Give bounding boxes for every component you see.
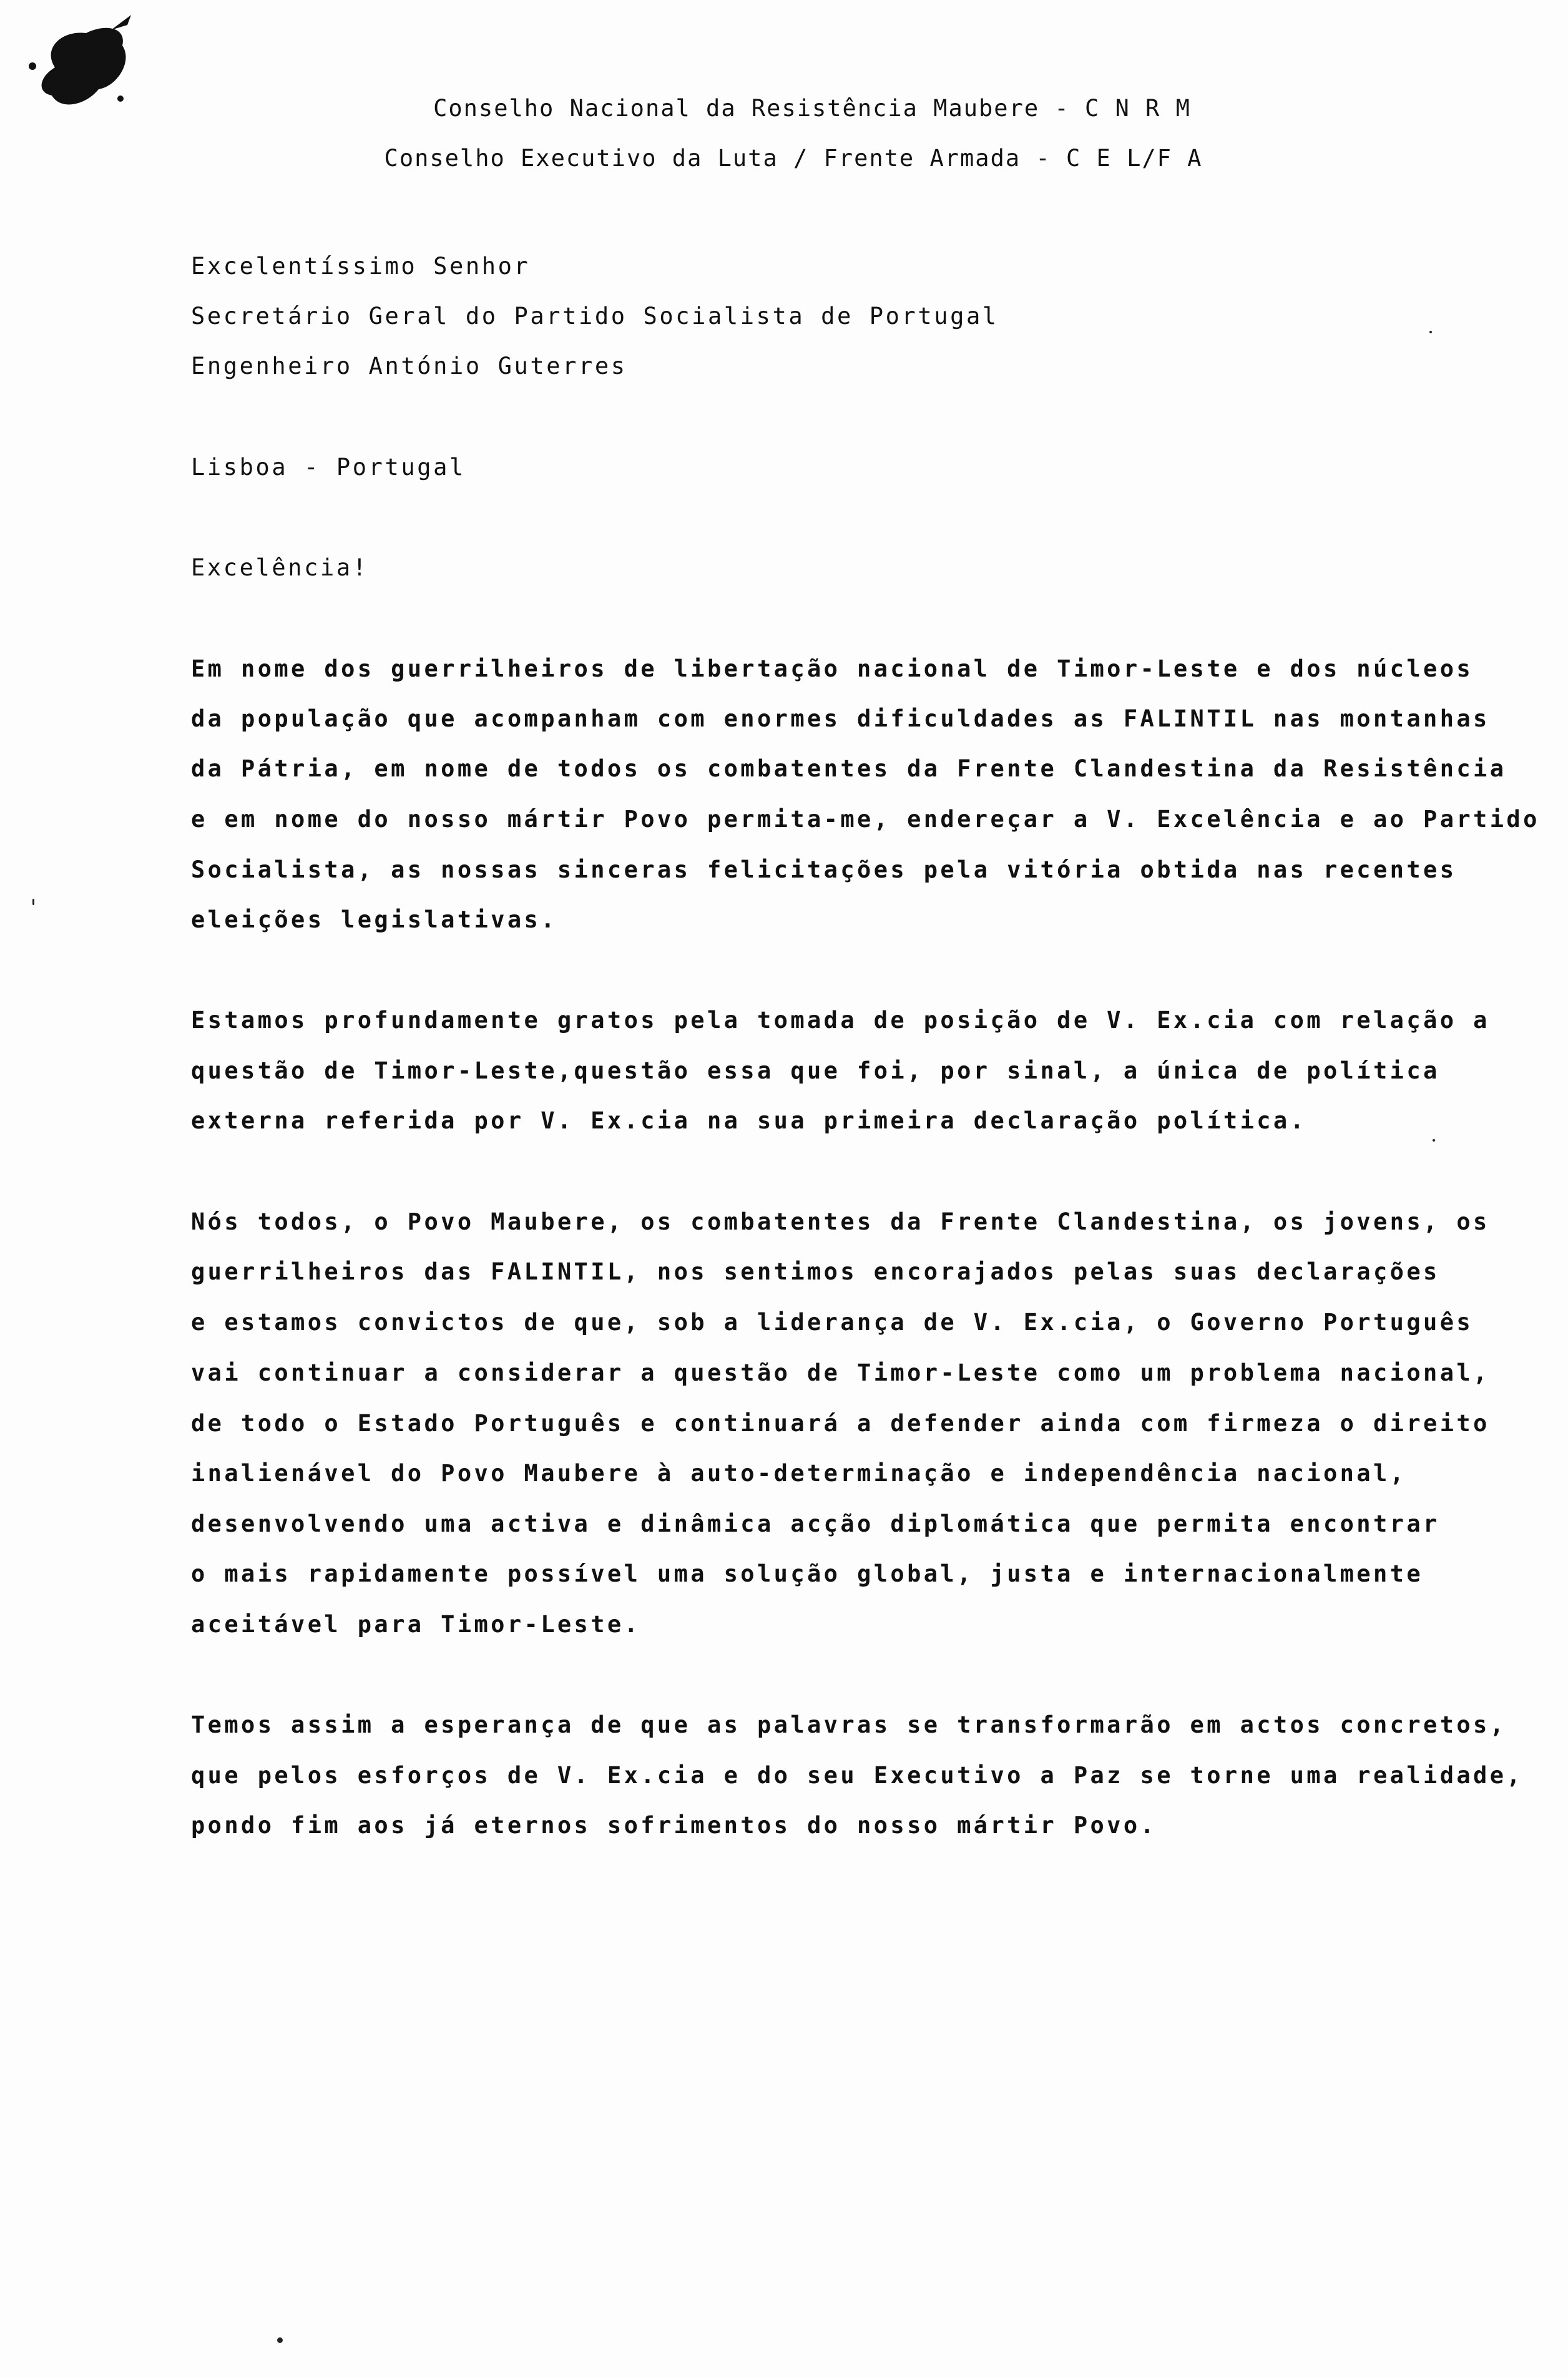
body-line: Nós todos, o Povo Maubere, os combatentes da Frente Clandestina, os jovens, os bbox=[191, 1208, 1490, 1235]
salutation: Excelência! bbox=[191, 554, 369, 581]
addressee-line: Secretário Geral do Partido Socialista de Portugal bbox=[191, 303, 999, 330]
paper-speck bbox=[1433, 1139, 1435, 1142]
body-line: da população que acompanham com enormes dificuldades as FALINTIL nas montanhas bbox=[191, 705, 1490, 732]
body-line: o mais rapidamente possível uma solução global, justa e internacionalmente bbox=[191, 1560, 1424, 1587]
body-line: questão de Timor-Leste,questão essa que foi, por sinal, a única de política bbox=[191, 1057, 1440, 1084]
addressee-line: Engenheiro António Guterres bbox=[191, 353, 627, 379]
body-line: Temos assim a esperança de que as palavras se transformarão em actos concretos, bbox=[191, 1711, 1507, 1738]
location: Lisboa - Portugal bbox=[191, 454, 466, 481]
body-line: guerrilheiros das FALINTIL, nos sentimos encorajados pelas suas declarações bbox=[191, 1258, 1440, 1285]
body-line: inalienável do Povo Maubere à auto-determinação e independência nacional, bbox=[191, 1460, 1407, 1487]
paper-speck bbox=[1429, 331, 1432, 333]
body-line: desenvolvendo uma activa e dinâmica acção diplomática que permita encontrar bbox=[191, 1510, 1440, 1537]
addressee-line: Excelentíssimo Senhor bbox=[191, 253, 531, 280]
body-line: pondo fim aos já eternos sofrimentos do nosso mártir Povo. bbox=[191, 1812, 1157, 1839]
body-line: externa referida por V. Ex.cia na sua primeira declaração política. bbox=[191, 1107, 1307, 1134]
body-line: de todo o Estado Português e continuará a defender ainda com firmeza o direito bbox=[191, 1410, 1490, 1437]
body-line: que pelos esforços de V. Ex.cia e do seu Executivo a Paz se torne uma realidade, bbox=[191, 1762, 1524, 1789]
paper-speck bbox=[32, 899, 34, 905]
letterhead-line-1: Conselho Nacional da Resistência Maubere - C N R M bbox=[433, 95, 1191, 122]
body-line: da Pátria, em nome de todos os combatentes da Frente Clandestina da Resistência bbox=[191, 755, 1507, 782]
letterhead-line-2: Conselho Executivo da Luta / Frente Armada - C E L/F A bbox=[384, 145, 1203, 172]
body-line: e em nome do nosso mártir Povo permita-me, endereçar a V. Excelência e ao Partido bbox=[191, 806, 1540, 833]
body-line: Em nome dos guerrilheiros de libertação nacional de Timor-Leste e dos núcleos bbox=[191, 655, 1474, 682]
body-line: vai continuar a considerar a questão de Timor-Leste como um problema nacional, bbox=[191, 1359, 1490, 1386]
body-line: e estamos convictos de que, sob a liderança de V. Ex.cia, o Governo Português bbox=[191, 1309, 1474, 1336]
body-line: Socialista, as nossas sinceras felicitações pela vitória obtida nas recentes bbox=[191, 856, 1457, 883]
body-line: aceitável para Timor-Leste. bbox=[191, 1611, 641, 1638]
body-line: eleições legislativas. bbox=[191, 906, 557, 933]
body-line: Estamos profundamente gratos pela tomada de posição de V. Ex.cia com relação a bbox=[191, 1007, 1490, 1034]
paper-speck bbox=[277, 2337, 283, 2343]
